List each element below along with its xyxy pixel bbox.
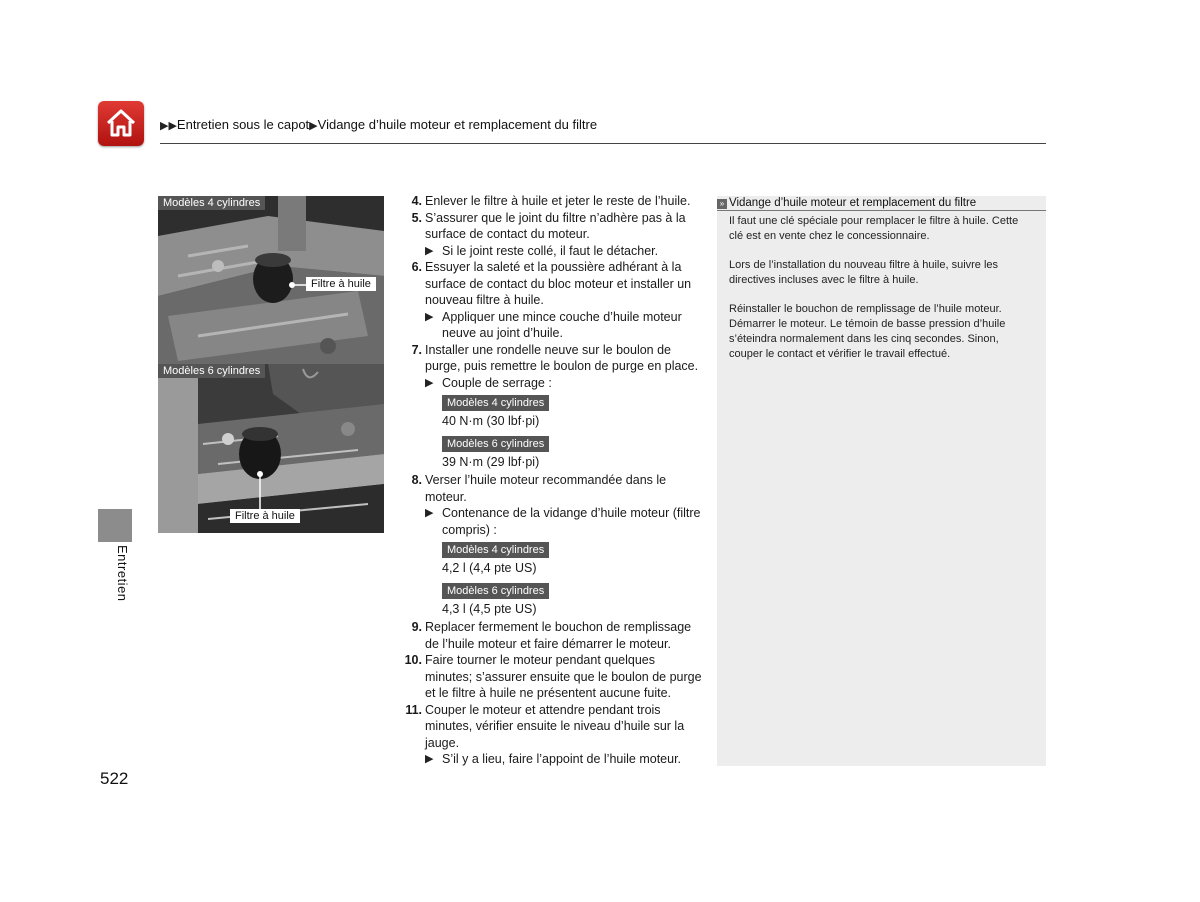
spec-value: 4,3 l (4,5 pte US) <box>442 601 537 616</box>
triangle-right-icon: ▶ <box>425 753 434 765</box>
step-text: S’assurer que le joint du filtre n’adhère pas à la surface de contact du moteur. <box>425 210 686 241</box>
step-substep: ▶ Couple de serrage : Modèles 4 cylindres 40 N·m (30 lbf·pi) Modèles 6 cylindres 39 N·m (29 lbf·pi) <box>425 375 705 471</box>
step-number: 7. <box>411 342 422 357</box>
step-substep: ▶ Appliquer une mince couche d’huile moteur neuve au joint d’huile. <box>425 309 682 340</box>
triangle-right-icon: ▶▶ <box>160 120 177 132</box>
procedure-steps <box>400 193 705 768</box>
note-body <box>717 211 1046 362</box>
step-number: 9. <box>411 620 422 634</box>
breadcrumb <box>160 117 597 132</box>
note-title[interactable]: » Vidange d’huile moteur et remplacement du filtre <box>717 196 1046 211</box>
step-text: Couper le moteur et attendre pendant trois minutes, vérifier ensuite le niveau d’huile sur la jauge. <box>425 702 685 750</box>
breadcrumb-current[interactable]: Vidange d’huile moteur et remplacement du filtre <box>317 117 598 132</box>
step-text: Faire tourner le moteur pendant quelques minutes; s’assurer ensuite que le boulon de purge et le filtre à huile ne présentent aucune fuite. <box>425 653 702 700</box>
step-number: 4. <box>411 194 422 208</box>
callout-leader <box>158 364 384 533</box>
triangle-right-icon: ▶ <box>425 376 434 389</box>
step-5 <box>400 210 705 260</box>
section-tab-label: Entretien <box>115 545 130 602</box>
page-number: 522 <box>100 769 129 788</box>
step-10 <box>400 652 705 702</box>
step-text: Essuyer la saleté et la poussière adhérant à la surface de contact du bloc moteur et installer un nouveau filtre à huile. <box>425 260 692 307</box>
step-number: 5. <box>411 210 422 225</box>
model-badge: Modèles 6 cylindres <box>442 436 549 452</box>
section-tab[interactable] <box>98 509 132 542</box>
header-divider <box>160 143 1046 144</box>
triangle-right-icon: ▶ <box>309 120 318 132</box>
step-text: Verser l’huile moteur recommandée dans le moteur. <box>425 473 667 504</box>
step-substep: ▶ Contenance de la vidange d’huile moteur (filtre compris) : Modèles 4 cylindres 4,2 l (4,4 pte US) Modèles 6 cylindres 4,3 l (4,5 pte US) <box>425 505 705 617</box>
model-badge: Modèles 4 cylindres <box>442 395 549 411</box>
breadcrumb-link-maintenance[interactable]: Entretien sous le capot <box>176 117 310 132</box>
home-icon <box>105 107 137 139</box>
step-text: Installer une rondelle neuve sur le boulon de purge, puis remettre le boulon de purge en place. <box>425 342 699 373</box>
spec-value: 39 N·m (29 lbf·pi) <box>442 454 540 469</box>
step-9 <box>400 619 705 652</box>
note-paragraph: Réinstaller le bouchon de remplissage de l’huile moteur. Démarrer le moteur. Le témoin de basse pression d’huile s’éteindra normalement dans les cinq secondes. Sinon, couper le contact et vérifier le travail effectué. <box>729 303 1006 360</box>
step-11 <box>400 702 705 768</box>
home-button[interactable] <box>98 101 144 146</box>
step-substep: ▶ S’il y a lieu, faire l’appoint de l’huile moteur. <box>425 752 682 766</box>
triangle-right-icon: ▶ <box>425 310 434 323</box>
side-note <box>717 196 1046 766</box>
oil-filter-callout: Filtre à huile <box>230 509 300 523</box>
step-substep: ▶ Si le joint reste collé, il faut le détacher. <box>425 243 659 258</box>
step-4 <box>400 193 705 210</box>
triangle-right-icon: ▶ <box>425 244 434 257</box>
note-paragraph: Lors de l’installation du nouveau filtre à huile, suivre les directives incluses avec le filtre à huile. <box>729 259 999 286</box>
step-6 <box>400 259 705 342</box>
oil-filter-callout: Filtre à huile <box>306 277 376 291</box>
figure-4-cylinder <box>158 196 384 365</box>
step-text: Replacer fermement le bouchon de remplissage de l’huile moteur et faire démarrer le moteur. <box>425 620 692 651</box>
step-number: 11. <box>405 702 422 717</box>
step-number: 8. <box>411 473 422 487</box>
model-badge: Modèles 6 cylindres <box>442 583 549 599</box>
spec-value: 40 N·m (30 lbf·pi) <box>442 414 540 428</box>
spec-value: 4,2 l (4,4 pte US) <box>442 561 537 575</box>
model-badge: Modèles 4 cylindres <box>442 542 549 558</box>
step-text: Enlever le filtre à huile et jeter le reste de l’huile. <box>425 194 691 208</box>
step-7 <box>400 342 705 471</box>
step-8 <box>400 472 705 617</box>
step-number: 10. <box>404 653 422 667</box>
note-paragraph: Il faut une clé spéciale pour remplacer le filtre à huile. Cette clé est en vente chez le concessionnaire. <box>729 215 1019 242</box>
step-number: 6. <box>411 260 422 274</box>
note-link-icon: » <box>717 199 727 209</box>
figure-caption: Modèles 4 cylindres <box>158 196 265 210</box>
figure-6-cylinder <box>158 364 384 533</box>
triangle-right-icon: ▶ <box>425 507 434 519</box>
figure-caption: Modèles 6 cylindres <box>158 364 265 378</box>
